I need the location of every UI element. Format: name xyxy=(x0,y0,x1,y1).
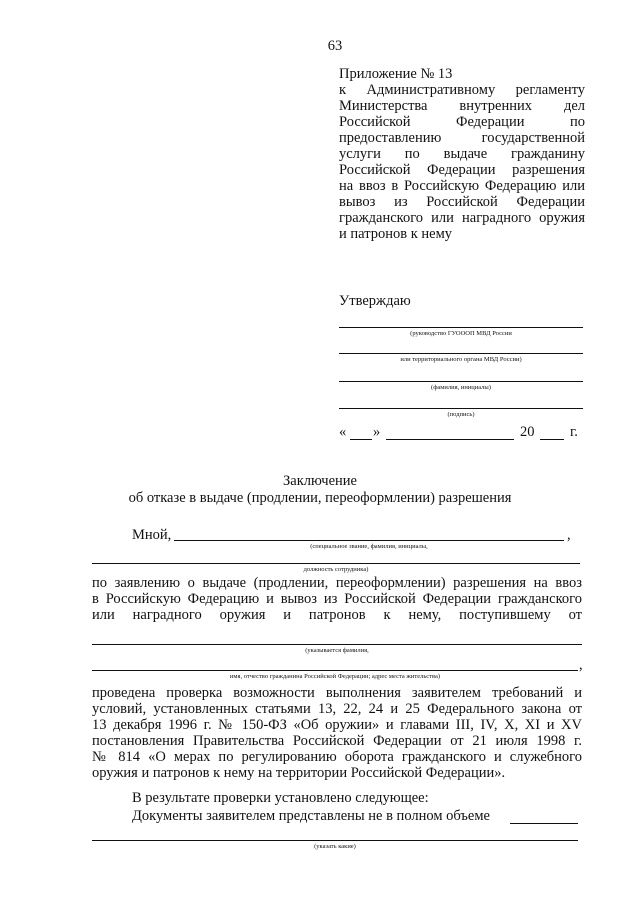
approval-line-3 xyxy=(339,381,583,382)
date-close-quote: » xyxy=(373,424,381,440)
appendix-line: гражданского или наградного оружия xyxy=(339,210,585,226)
appendix-line: предоставлению государственной xyxy=(339,130,585,146)
date-month-line xyxy=(386,439,514,440)
date-day-line xyxy=(350,439,372,440)
approval-caption-2: или территориального органа МВД России) xyxy=(400,356,522,363)
paragraph-line: постановления Правительства Российской Федерации от 21 июля 1998 г. xyxy=(92,733,582,749)
appendix-title: Приложение № 13 xyxy=(339,66,453,82)
approval-caption-4: (подпись) xyxy=(447,411,475,418)
approval-heading: Утверждаю xyxy=(339,293,411,309)
conclusion-title: Заключение xyxy=(283,473,357,489)
paragraph-line: или наградного оружия и патронов к нему, поступившему от xyxy=(92,607,582,623)
appendix-line: к Административному регламенту xyxy=(339,82,585,98)
date-year-line xyxy=(540,439,564,440)
caption-specify: (указать какие) xyxy=(314,843,356,850)
paragraph-2 xyxy=(92,685,582,781)
appendix-line: на ввоз в Российскую Федерацию или xyxy=(339,178,585,194)
by-me-comma: , xyxy=(567,527,571,543)
paragraph-line: в Российскую Федерацию и вывоз из Российской Федерации гражданского xyxy=(92,591,582,607)
appendix-line: услуги по выдаче гражданину xyxy=(339,146,585,162)
appendix-line: Российской Федерации по xyxy=(339,114,585,130)
caption-surname: (указывается фамилия, xyxy=(305,647,369,654)
date-year-suffix: г. xyxy=(570,424,578,440)
conclusion-subtitle: об отказе в выдаче (продлении, переоформлении) разрешения xyxy=(128,490,512,506)
caption-position: должность сотрудника) xyxy=(303,566,369,573)
paragraph-line: по заявлению о выдаче (продлении, переоформлении) разрешения на ввоз xyxy=(92,575,582,591)
appendix-line: вывоз из Российской Федерации xyxy=(339,194,585,210)
approval-line-1 xyxy=(339,327,583,328)
documents-line xyxy=(92,840,578,841)
documents-text: Документы заявителем представлены не в полном объеме xyxy=(132,808,490,824)
date-open-quote: « xyxy=(339,424,347,440)
paragraph-line: условий, установленных статьями 13, 22, 24 и 25 Федерального закона от xyxy=(92,701,582,717)
caption-rank: (специальное звание, фамилия, инициалы, xyxy=(310,543,428,550)
appendix-last-line: и патронов к нему xyxy=(339,226,452,242)
applicant-comma: , xyxy=(579,657,583,673)
applicant-line-2 xyxy=(92,670,578,671)
approval-line-4 xyxy=(339,408,583,409)
approval-line-2 xyxy=(339,353,583,354)
caption-name: имя, отчество гражданина Российской Федерации; адрес места жительства) xyxy=(229,673,441,680)
appendix-line: Российской Федерации разрешения xyxy=(339,162,585,178)
paragraph-1 xyxy=(92,575,582,623)
page-number: 63 xyxy=(327,38,343,54)
by-me-line xyxy=(174,540,564,541)
result-text: В результате проверки установлено следующее: xyxy=(132,790,429,806)
paragraph-last-line: оружия и патронов к нему на территории Российской Федерации». xyxy=(92,765,506,781)
paragraph-line: 13 декабря 1996 г. № 150-ФЗ «Об оружии» и главами III, IV, X, XI и XV xyxy=(92,717,582,733)
documents-short-line xyxy=(510,823,578,824)
paragraph-line: проведена проверка возможности выполнения заявителем требований и xyxy=(92,685,582,701)
date-year-prefix: 20 xyxy=(520,424,535,440)
applicant-line-1 xyxy=(92,644,582,645)
appendix-line: Министерства внутренних дел xyxy=(339,98,585,114)
paragraph-line: № 814 «О мерах по регулированию оборота гражданского и служебного xyxy=(92,749,582,765)
by-me-label: Мной, xyxy=(132,527,172,543)
approval-caption-1: (руководство ГУОООП МВД России xyxy=(410,330,512,337)
appendix-block xyxy=(339,66,585,242)
position-line xyxy=(92,563,580,564)
approval-caption-3: (фамилия, инициалы) xyxy=(431,384,491,391)
